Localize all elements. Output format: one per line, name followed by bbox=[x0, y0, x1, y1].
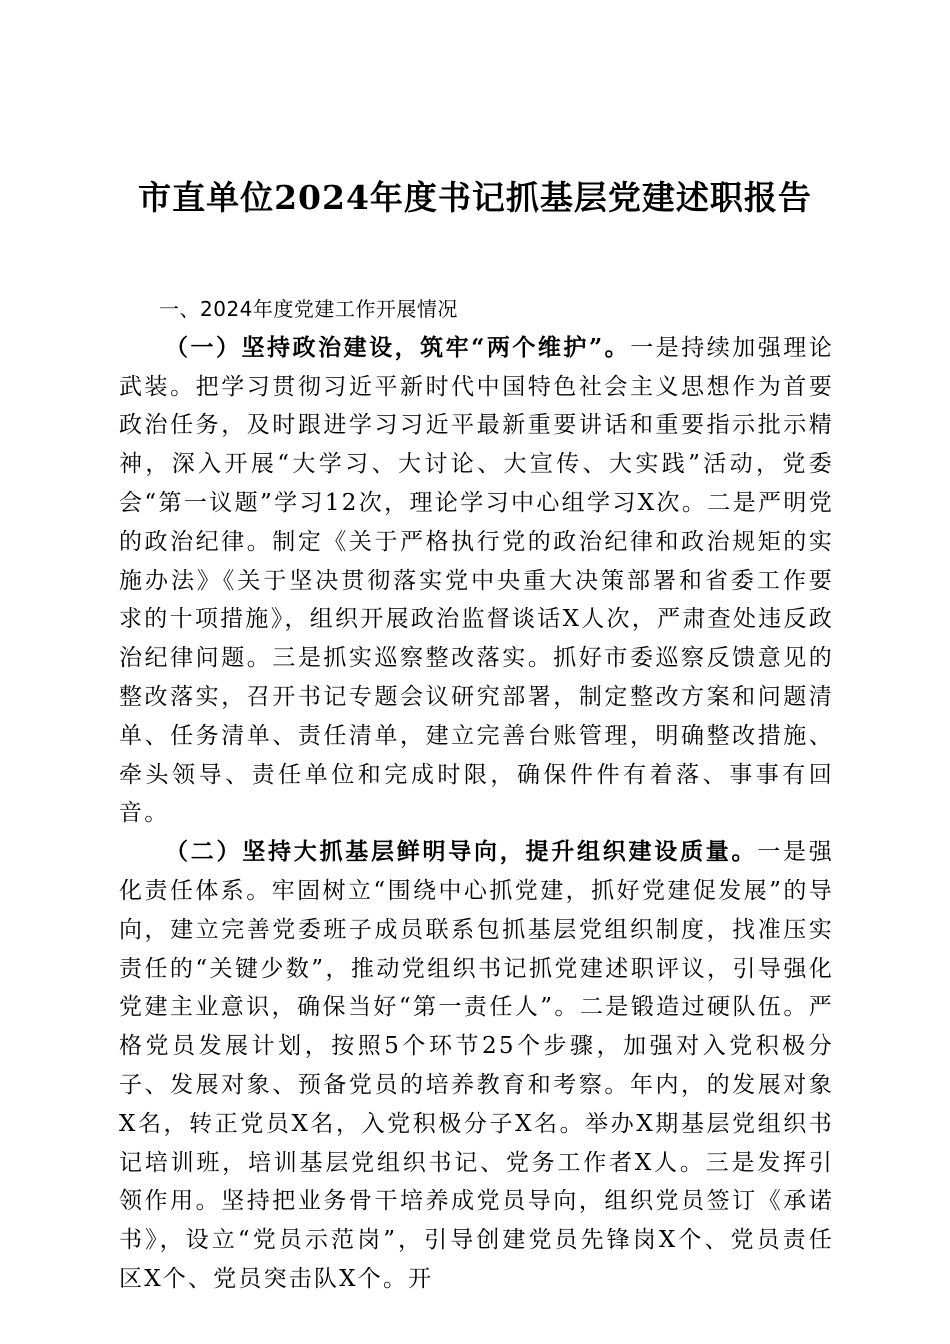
paragraph-2-text: 一是强化责任体系。牢固树立“围绕中心抓党建，抓好党建促发展”的导向，建立完善党委班子成员联系包抓基层党组织制度，找准压实责任的“关键少数”，推动党组织书记抓党建述职评议，引导强化党建主业意识，确保当好“第一责任人”。二是锻造过硬队伍。严格党员发展计划，按照5个环节25个步骤，加强对入党积极分子、发展对象、预备党员的培养教育和考察。年内，的发展对象X名，转正党员X名，入党积极分子X名。举办X期基层党组织书记培训班，培训基层党组织书记、党务工作者X人。三是发挥引领作用。坚持把业务骨干培养成党员导向，组织党员签订《承诺书》，设立“党员示范岗”，引导创建党员先锋岗X个、党员责任区X个、党员突击队X个。开 bbox=[119, 839, 834, 1292]
paragraph-1 bbox=[119, 329, 834, 833]
paragraph-2-lead: （二）坚持大抓基层鲜明导向，提升组织建设质量。 bbox=[165, 838, 758, 866]
paragraph-1-text: 一是持续加强理论武装。把学习贯彻习近平新时代中国特色社会主义思想作为首要政治任务，及时跟进学习习近平最新重要讲话和重要指示批示精神，深入开展“大学习、大讨论、大宣传、大实践”活动，党委会“第一议题”学习12次，理论学习中心组学习X次。二是严明党的政治纪律。制定《关于严格执行党的政治纪律和政治规矩的实施办法》《关于坚决贯彻落实党中央重大决策部署和省委工作要求的十项措施》，组织开展政治监督谈话X人次，严肃查处违反政治纪律问题。三是抓实巡察整改落实。抓好市委巡察反馈意见的整改落实，召开书记专题会议研究部署，制定整改方案和问题清单、任务清单、责任清单，建立完善台账管理，明确整改措施、牵头领导、责任单位和完成时限，确保件件有着落、事事有回音。 bbox=[119, 334, 834, 827]
paragraph-2 bbox=[119, 833, 834, 1299]
section-heading: 一、2024年度党建工作开展情况 bbox=[159, 297, 458, 321]
document-body bbox=[119, 290, 834, 1299]
paragraph-1-lead: （一）坚持政治建设，筑牢“两个维护”。 bbox=[165, 333, 631, 361]
document-title: 市直单位2024年度书记抓基层党建述职报告 bbox=[138, 178, 812, 217]
